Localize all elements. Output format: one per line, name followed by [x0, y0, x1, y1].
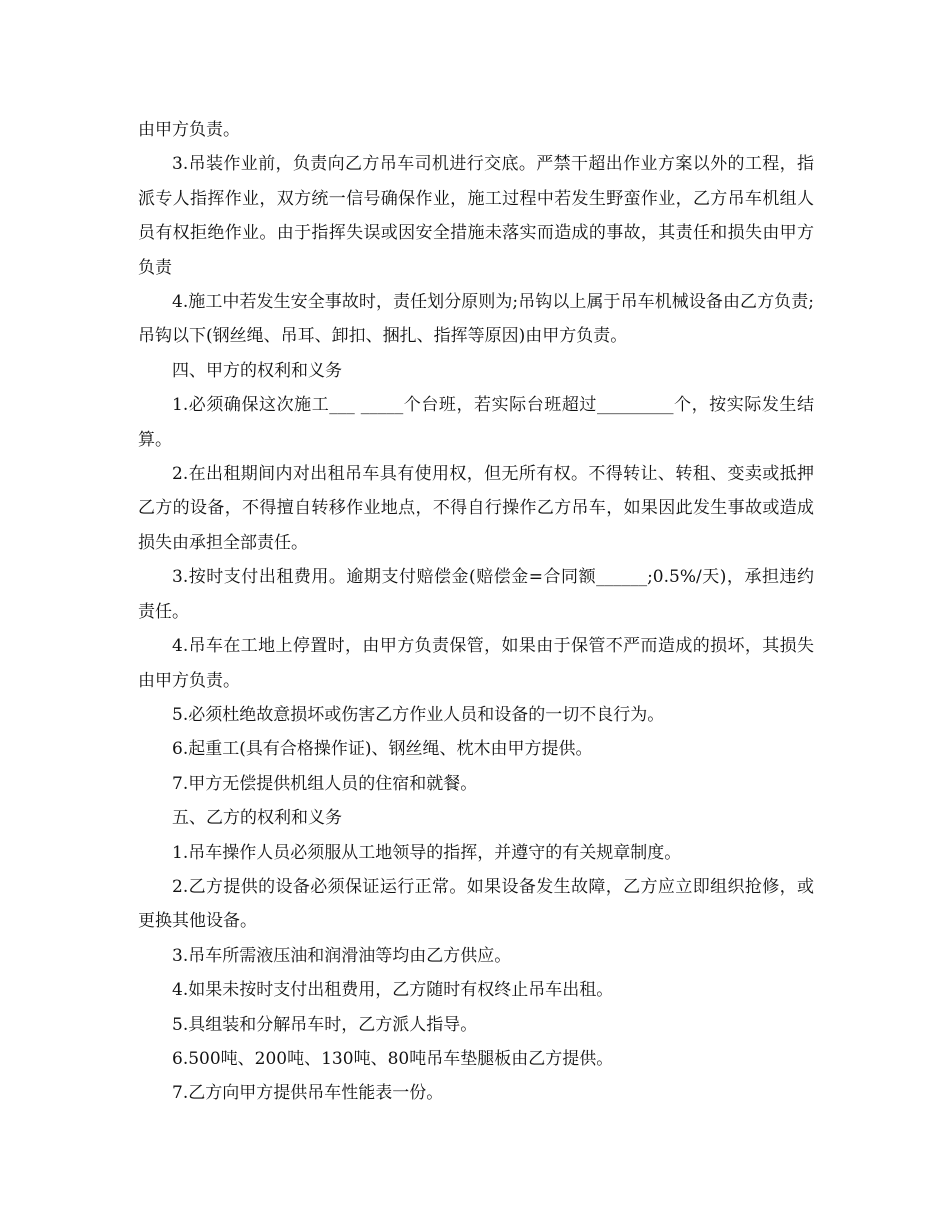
paragraph-a-clause-3: 3.按时支付出租费用。逾期支付赔偿金(赔偿金=合同额______;0.5%/天)，承担违约责任。 [138, 567, 814, 622]
paragraph-b-clause-6: 6.500吨、200吨、130吨、80吨吊车垫腿板由乙方提供。 [172, 1048, 614, 1069]
paragraph-a-clause-6: 6.起重工(具有合格操作证)、钢丝绳、枕木由甲方提供。 [172, 739, 593, 760]
paragraph-a-clause-4: 4.吊车在工地上停置时，由甲方负责保管，如果由于保管不严而造成的损坏，其损失由甲方负责。 [138, 636, 814, 691]
paragraph-b-clause-7: 7.乙方向甲方提供吊车性能表一份。 [172, 1083, 444, 1104]
section-heading-party-b: 五、乙方的权利和义务 [172, 808, 342, 829]
paragraph-a-clause-5: 5.必须杜绝故意损坏或伤害乙方作业人员和设备的一切不良行为。 [172, 704, 665, 725]
paragraph-b-clause-4: 4.如果未按时支付出租费用，乙方随时有权终止吊车出租。 [172, 980, 614, 1001]
paragraph-b-clause-2: 2.乙方提供的设备必须保证运行正常。如果设备发生故障，乙方应立即组织抢修，或更换其他设备。 [138, 876, 814, 932]
document-body [138, 113, 814, 1111]
section-heading-party-a: 四、甲方的权利和义务 [172, 360, 342, 381]
paragraph-clause-3-hoisting: 3.吊装作业前，负责向乙方吊车司机进行交底。严禁干超出作业方案以外的工程，指派专人指挥作业，双方统一信号确保作业，施工过程中若发生野蛮作业，乙方吊车机组人员有权拒绝作业。由于指挥失误或因安全措施未落实而造成的事故，其责任和损失由甲方负责 [138, 154, 814, 278]
paragraph-b-clause-1: 1.吊车操作人员必须服从工地领导的指挥，并遵守的有关规章制度。 [172, 842, 682, 863]
paragraph-a-clause-1: 1.必须确保这次施工___ _____个台班，若实际台班超过_________个，按实际发生结算。 [138, 395, 814, 450]
paragraph-b-clause-3: 3.吊车所需液压油和润滑油等均由乙方供应。 [172, 945, 512, 966]
paragraph-b-clause-5: 5.具组装和分解吊车时，乙方派人指导。 [172, 1014, 478, 1035]
paragraph-continuation: 由甲方负责。 [138, 120, 240, 140]
paragraph-a-clause-2: 2.在出租期间内对出租吊车具有使用权，但无所有权。不得转让、转租、变卖或抵押乙方的设备，不得擅自转移作业地点，不得自行操作乙方吊车，如果因此发生事故或造成损失由承担全部责任。 [138, 464, 814, 553]
paragraph-clause-4-accident: 4.施工中若发生安全事故时，责任划分原则为;吊钩以上属于吊车机械设备由乙方负责;吊钩以下(钢丝绳、吊耳、卸扣、捆扎、指挥等原因)由甲方负责。 [138, 292, 814, 347]
paragraph-a-clause-7: 7.甲方无偿提供机组人员的住宿和就餐。 [172, 773, 478, 794]
